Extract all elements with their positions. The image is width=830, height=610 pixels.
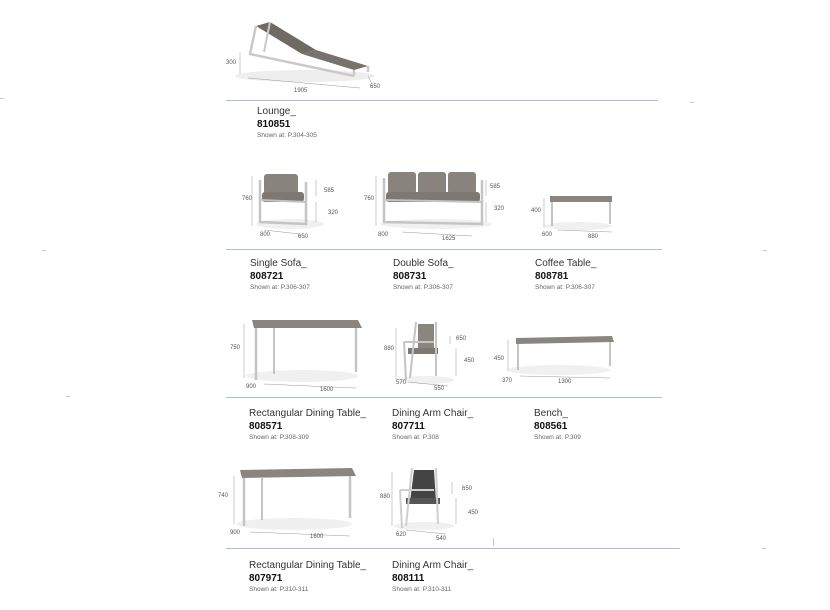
- dim-label: 880: [380, 494, 391, 500]
- dim-label: 1600: [310, 534, 324, 540]
- product-code: 808571: [249, 421, 283, 432]
- rect-dining-table-1-illustration: [228, 314, 368, 394]
- edge-mark: [66, 396, 70, 397]
- product-code: 810851: [257, 119, 291, 130]
- dim-label: 900: [230, 530, 241, 536]
- dim-label: 370: [502, 378, 513, 384]
- crop-mark: [493, 538, 494, 546]
- product-code: 808721: [250, 271, 284, 282]
- dim-label: 880: [588, 234, 599, 240]
- shown-at: Shown at: P.306-307: [535, 284, 595, 291]
- dim-label: 320: [494, 206, 505, 212]
- shown-at: Shown at: P.308-309: [249, 434, 309, 441]
- edge-mark: [763, 250, 767, 251]
- shown-at: Shown at: P.309: [534, 434, 581, 441]
- dim-label: 540: [436, 536, 447, 542]
- dim-label: 900: [246, 384, 257, 390]
- dim-label: 800: [378, 232, 389, 238]
- product-name: Dining Arm Chair_: [392, 560, 474, 571]
- lounge-illustration: [220, 14, 390, 94]
- product-code: 808111: [392, 573, 425, 584]
- product-name: Double Sofa_: [393, 258, 454, 269]
- dim-label: 1905: [294, 88, 308, 94]
- section-divider: [226, 249, 662, 250]
- edge-mark: [762, 548, 766, 549]
- dim-label: 450: [494, 356, 505, 362]
- dim-label: 1300: [558, 379, 572, 385]
- dim-label: 620: [396, 532, 407, 538]
- dim-label: 1625: [442, 236, 456, 242]
- single-sofa-illustration: [240, 166, 350, 242]
- dim-label: 740: [218, 493, 229, 499]
- shown-at: Shown at: P.306-307: [250, 284, 310, 291]
- edge-mark: [0, 98, 4, 99]
- dim-label: 320: [328, 210, 339, 216]
- section-divider: [226, 397, 662, 398]
- dining-arm-chair-2-illustration: [378, 466, 488, 542]
- dim-label: 650: [456, 336, 467, 342]
- dim-label: 450: [464, 358, 475, 364]
- dim-label: 800: [260, 232, 271, 238]
- dim-label: 880: [384, 346, 395, 352]
- dim-label: 300: [226, 60, 237, 66]
- dim-label: 1600: [320, 387, 334, 393]
- shown-at: Shown at: P.310-311: [249, 586, 309, 593]
- dim-label: 650: [462, 486, 473, 492]
- product-code: 807711: [392, 421, 425, 432]
- dim-label: 650: [298, 234, 309, 240]
- dim-label: 600: [542, 232, 553, 238]
- dining-arm-chair-1-illustration: [384, 318, 484, 394]
- dim-label: 570: [396, 380, 407, 386]
- product-code: 807971: [249, 573, 283, 584]
- product-name: Dining Arm Chair_: [392, 408, 474, 419]
- shown-at: Shown at: P.308: [392, 434, 439, 441]
- dim-label: 750: [230, 345, 241, 351]
- product-name: Lounge_: [257, 106, 296, 117]
- coffee-table-illustration: [528, 190, 618, 240]
- shown-at: Shown at: P.310-311: [392, 586, 452, 593]
- product-name: Rectangular Dining Table_: [249, 408, 367, 419]
- dim-label: 450: [468, 510, 479, 516]
- product-name: Bench_: [534, 408, 568, 419]
- section-divider: [226, 100, 658, 101]
- section-divider: [226, 548, 680, 549]
- shown-at: Shown at: P.306-307: [393, 284, 453, 291]
- bench-illustration: [492, 330, 622, 386]
- product-code: 808731: [393, 271, 427, 282]
- dim-label: 760: [242, 196, 253, 202]
- product-name: Rectangular Dining Table_: [249, 560, 367, 571]
- edge-mark: [690, 102, 694, 103]
- product-code: 808781: [535, 271, 569, 282]
- double-sofa-illustration: [362, 166, 512, 242]
- dim-label: 400: [531, 208, 542, 214]
- edge-mark: [42, 250, 46, 251]
- dim-label: 550: [434, 386, 445, 392]
- dim-label: 760: [364, 196, 375, 202]
- product-name: Coffee Table_: [535, 258, 597, 269]
- rect-dining-table-2-illustration: [214, 464, 360, 542]
- shown-at: Shown at: P.304-305: [257, 132, 317, 139]
- dim-label: 650: [370, 84, 381, 90]
- dim-label: 585: [324, 188, 335, 194]
- dim-label: 585: [490, 184, 501, 190]
- product-name: Single Sofa_: [250, 258, 307, 269]
- product-code: 808561: [534, 421, 568, 432]
